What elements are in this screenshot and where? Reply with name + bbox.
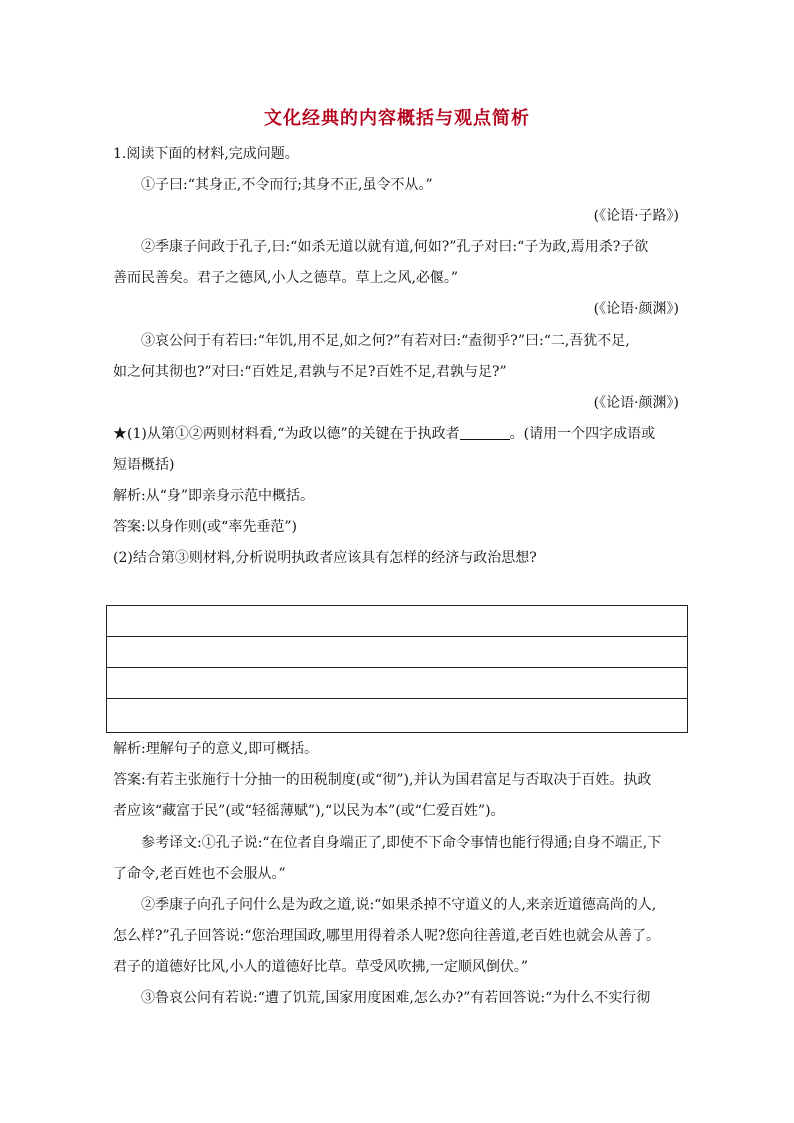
question-1b: (2)结合第③则材料,分析说明执政者应该具有怎样的经济与政治思想? (113, 550, 537, 566)
material-1: ①子曰:“其身正,不令而行;其身不正,虽令不从。” (141, 177, 433, 193)
material-1-source: (《论语·子路》) (593, 208, 679, 224)
translation-line-5: 君子的道德好比风,小人的道德好比草。草受风吹拂,一定顺风倒伏。” (113, 959, 529, 975)
question-1b-answer-line-2: 者应该“藏富于民”(或“轻徭薄赋”),“以民为本”(或“仁爱百姓”)。 (113, 803, 505, 819)
question-1a-analysis: 解析:从“身”即亲身示范中概括。 (113, 488, 315, 504)
answer-box[interactable] (106, 605, 688, 733)
answer-line[interactable] (107, 637, 687, 668)
answer-line[interactable] (107, 606, 687, 637)
question-1a-line-2: 短语概括) (113, 457, 175, 473)
answer-line[interactable] (107, 668, 687, 699)
question-1a-text: ★(1)从第①②两则材料看,“为政以德”的关键在于执政者 (113, 426, 460, 442)
material-2-line-2: 善而民善矣。君子之德风,小人之德草。草上之风,必偃。” (113, 270, 459, 286)
question-1a-hint: 。(请用一个四字成语或 (509, 426, 656, 442)
question-1b-analysis: 解析:理解句子的意义,即可概括。 (113, 741, 319, 757)
answer-blank[interactable] (460, 425, 510, 440)
material-2-line-1: ②季康子问政于孔子,曰:“如杀无道以就有道,何如?”孔子对曰:“子为政,焉用杀?子欲 (141, 239, 649, 255)
translation-line-1: 参考译文:①孔子说:“在位者自身端正了,即使不下命令事情也能行得通;自身不端正,下 (141, 835, 662, 851)
translation-line-4: 怎么样?”孔子回答说:“您治理国政,哪里用得着杀人呢?您向往善道,老百姓也就会从善了。 (113, 928, 660, 944)
page-title: 文化经典的内容概括与观点简析 (264, 108, 530, 129)
answer-line[interactable] (107, 699, 687, 731)
material-2-source: (《论语·颜渊》) (593, 301, 679, 317)
translation-line-6: ③鲁哀公问有若说:“遭了饥荒,国家用度困难,怎么办?”有若回答说:“为什么不实行彻 (141, 990, 651, 1006)
translation-line-2: 了命令,老百姓也不会服从。” (113, 866, 286, 882)
question-1b-answer-line-1: 答案:有若主张施行十分抽一的田税制度(或“彻”),并认为国君富足与否取决于百姓。执政 (113, 772, 652, 788)
question-1-intro: 1.阅读下面的材料,完成问题。 (113, 146, 299, 162)
question-1a-answer: 答案:以身作则(或“率先垂范”) (113, 519, 297, 535)
translation-line-3: ②季康子向孔子问什么是为政之道,说:“如果杀掉不守道义的人,来亲近道德高尚的人, (141, 897, 657, 913)
question-1a (113, 424, 683, 444)
material-3-line-2: 如之何其彻也?”对曰:“百姓足,君孰与不足?百姓不足,君孰与足?” (113, 364, 507, 380)
material-3-line-1: ③哀公问于有若曰:“年饥,用不足,如之何?”有若对曰:“盍彻乎?”曰:“二,吾犹不足, (141, 333, 630, 349)
material-3-source: (《论语·颜渊》) (593, 395, 679, 411)
